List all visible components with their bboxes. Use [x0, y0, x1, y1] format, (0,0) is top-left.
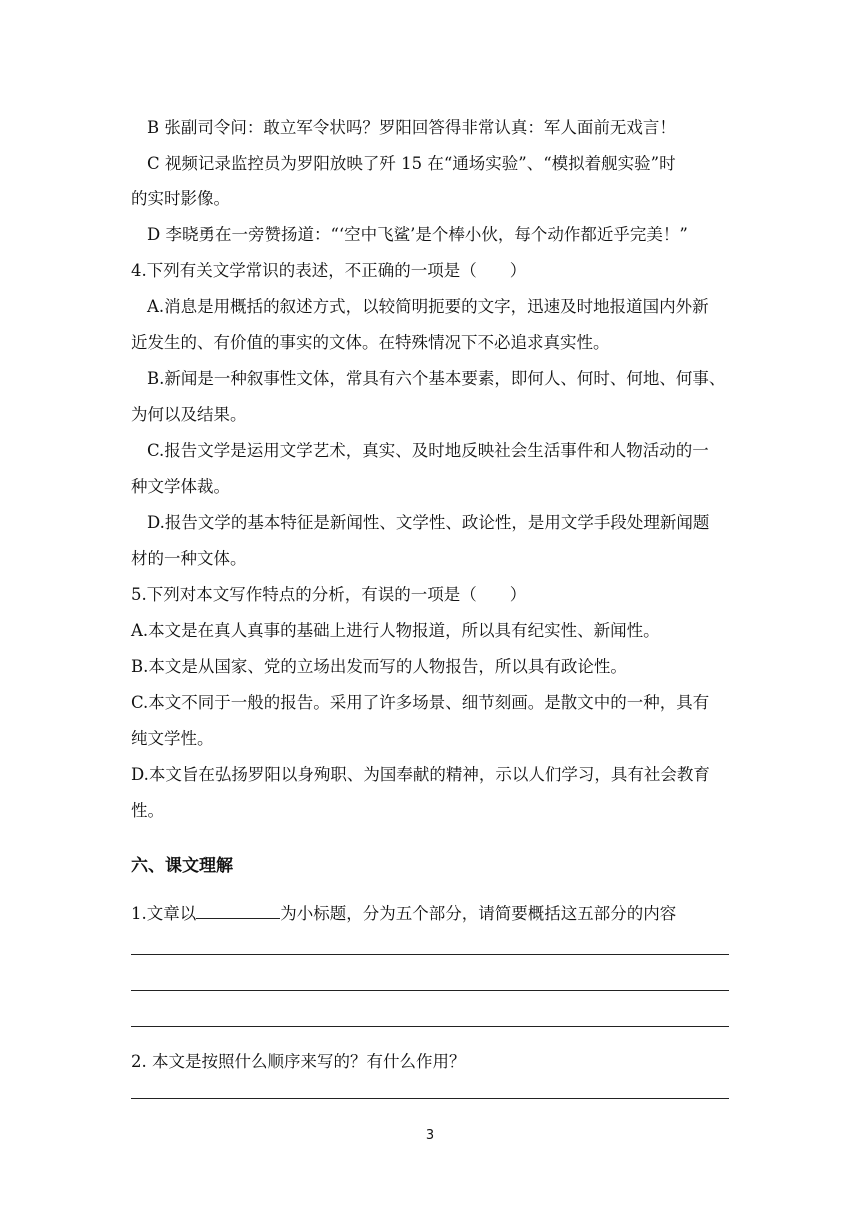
q5-option-d-line1: D.本文旨在弘扬罗阳以身殉职、为国奉献的精神，示以人们学习，具有社会教育: [131, 765, 710, 784]
section-heading: 六、课文理解: [131, 856, 233, 876]
q1-suffix: 为小标题，分为五个部分，请简要概括这五部分的内容: [280, 904, 677, 923]
q5-option-c-line1: C.本文不同于一般的报告。采用了许多场景、细节刻画。是散文中的一种，具有: [131, 693, 710, 712]
q5-option-c-line2: 纯文学性。: [131, 729, 214, 748]
q5-option-d-line2: 性。: [131, 801, 164, 820]
q4-option-d-line1: D.报告文学的基本特征是新闻性、文学性、政论性，是用文学手段处理新闻题: [147, 513, 710, 532]
q5-stem: 5.下列对本文写作特点的分析，有误的一项是（ ）: [131, 585, 527, 604]
q5-option-b: B.本文是从国家、党的立场出发而写的人物报告，所以具有政论性。: [131, 657, 627, 676]
answer-line-4[interactable]: [131, 1098, 729, 1099]
q4-stem: 4.下列有关文学常识的表述，不正确的一项是（ ）: [131, 261, 527, 280]
q3-option-d: D 李晓勇在一旁赞扬道：“‘空中飞鲨’是个棒小伙，每个动作都近乎完美！”: [147, 225, 688, 244]
answer-line-1[interactable]: [131, 954, 729, 955]
q4-option-d-line2: 材的一种文体。: [131, 549, 247, 568]
page-number: 3: [425, 1128, 435, 1143]
q5-option-a: A.本文是在真人真事的基础上进行人物报道，所以具有纪实性、新闻性。: [131, 621, 660, 640]
q3-option-c-line2: 的实时影像。: [131, 189, 230, 208]
section6-q2: 2. 本文是按照什么顺序来写的？有什么作用？: [131, 1052, 466, 1071]
q4-option-c-line2: 种文学体裁。: [131, 477, 230, 496]
q3-option-c-line1: C 视频记录监控员为罗阳放映了歼 15 在“通场实验”、“模拟着舰实验”时: [147, 154, 676, 173]
q4-option-a-line2: 近发生的、有价值的事实的文体。在特殊情况下不必追求真实性。: [131, 333, 610, 352]
q1-fill-blank[interactable]: [196, 900, 280, 919]
q4-option-a-line1: A.消息是用概括的叙述方式，以较简明扼要的文字，迅速及时地报道国内外新: [147, 297, 709, 316]
q3-option-b: B 张副司令问：敢立军令状吗？罗阳回答得非常认真：军人面前无戏言！: [147, 118, 676, 137]
q4-option-b-line1: B.新闻是一种叙事性文体，常具有六个基本要素，即何人、何时、何地、何事、: [147, 369, 726, 388]
q4-option-c-line1: C.报告文学是运用文学艺术，真实、及时地反映社会生活事件和人物活动的一: [147, 441, 709, 460]
q4-option-b-line2: 为何以及结果。: [131, 405, 247, 424]
answer-line-3[interactable]: [131, 1026, 729, 1027]
section6-q1: [131, 900, 731, 924]
answer-line-2[interactable]: [131, 990, 729, 991]
q1-prefix: 1.文章以: [131, 904, 197, 923]
